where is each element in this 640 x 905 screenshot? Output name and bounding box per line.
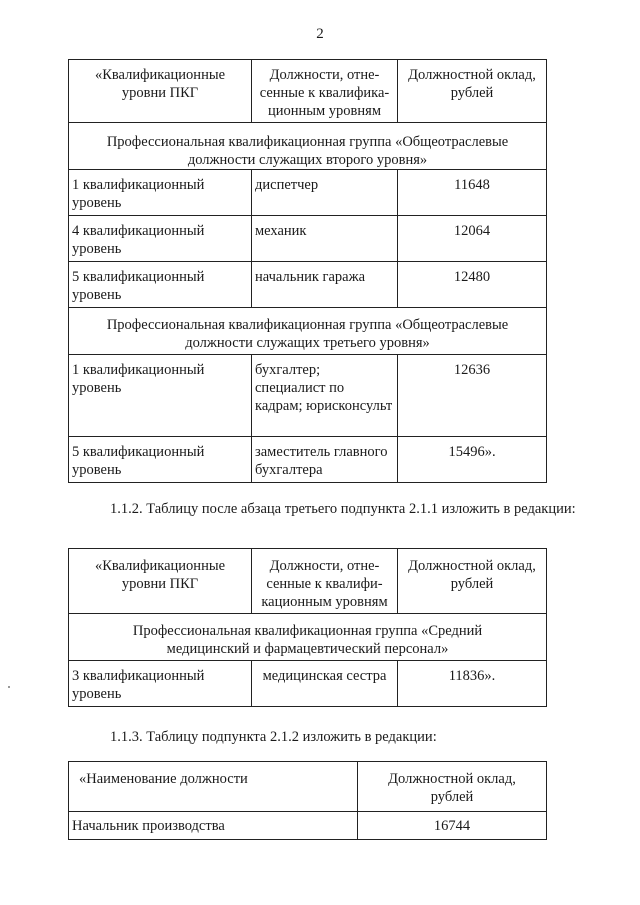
table-header-row	[69, 762, 547, 812]
table-row	[69, 355, 547, 437]
table-row	[69, 216, 547, 262]
salary-cell: 12480	[398, 262, 547, 308]
header-cell-level: «Квалификационные уровни ПКГ	[69, 549, 252, 614]
level-cell: 3 квалификационный уровень	[69, 661, 252, 707]
position-cell: диспетчер	[252, 170, 398, 216]
header-cell-level: «Квалификационные уровни ПКГ	[69, 60, 252, 123]
page-number: 2	[316, 26, 324, 42]
position-cell: механик	[252, 216, 398, 262]
table-row	[69, 812, 547, 840]
level-cell: 1 квалификационный уровень	[69, 355, 252, 437]
header-cell-position: Должности, отне-сенные к квалифи-кационным уровням	[252, 549, 398, 614]
position-cell: Начальник производства	[69, 812, 358, 840]
level-cell: 1 квалификационный уровень	[69, 170, 252, 216]
salary-cell: 15496».	[398, 437, 547, 483]
salary-cell: 11836».	[398, 661, 547, 707]
scan-speck	[8, 686, 10, 688]
salary-table-3	[68, 761, 547, 840]
table-row	[69, 437, 547, 483]
group-title: Профессиональная квалификационная группа «Общеотраслевые должности служащих второго уровня»	[69, 123, 547, 170]
salary-cell: 12064	[398, 216, 547, 262]
salary-cell: 16744	[358, 812, 547, 840]
group-title-row	[69, 123, 547, 170]
salary-cell: 12636	[398, 355, 547, 437]
table-row	[69, 170, 547, 216]
header-cell-salary: Должностной оклад, рублей	[358, 762, 547, 812]
salary-table-1	[68, 59, 547, 483]
table-header-row	[69, 60, 547, 123]
position-cell: бухгалтер; специалист по кадрам; юрисконсульт	[252, 355, 398, 437]
group-title: Профессиональная квалификационная группа «Средний медицинский и фармацевтический персонал»	[69, 614, 547, 661]
table-row	[69, 262, 547, 308]
table-row	[69, 661, 547, 707]
group-title-row	[69, 614, 547, 661]
group-title-row	[69, 308, 547, 355]
level-cell: 5 квалификационный уровень	[69, 437, 252, 483]
salary-table-2	[68, 548, 547, 707]
salary-cell: 11648	[398, 170, 547, 216]
group-title: Профессиональная квалификационная группа «Общеотраслевые должности служащих третьего уровня»	[69, 308, 547, 355]
header-cell-salary: Должностной оклад, рублей	[398, 60, 547, 123]
table-header-row	[69, 549, 547, 614]
position-cell: медицинская сестра	[252, 661, 398, 707]
header-cell-salary: Должностной оклад, рублей	[398, 549, 547, 614]
position-cell: заместитель главного бухгалтера	[252, 437, 398, 483]
header-cell-position-name: «Наименование должности	[69, 762, 358, 812]
position-cell: начальник гаража	[252, 262, 398, 308]
level-cell: 5 квалификационный уровень	[69, 262, 252, 308]
header-cell-position: Должности, отне-сенные к квалифика-ционным уровням	[252, 60, 398, 123]
paragraph-1-1-3: 1.1.3. Таблицу подпункта 2.1.2 изложить в редакции:	[110, 729, 437, 745]
level-cell: 4 квалификационный уровень	[69, 216, 252, 262]
paragraph-1-1-2: 1.1.2. Таблицу после абзаца третьего подпункта 2.1.1 изложить в редакции:	[110, 501, 576, 517]
